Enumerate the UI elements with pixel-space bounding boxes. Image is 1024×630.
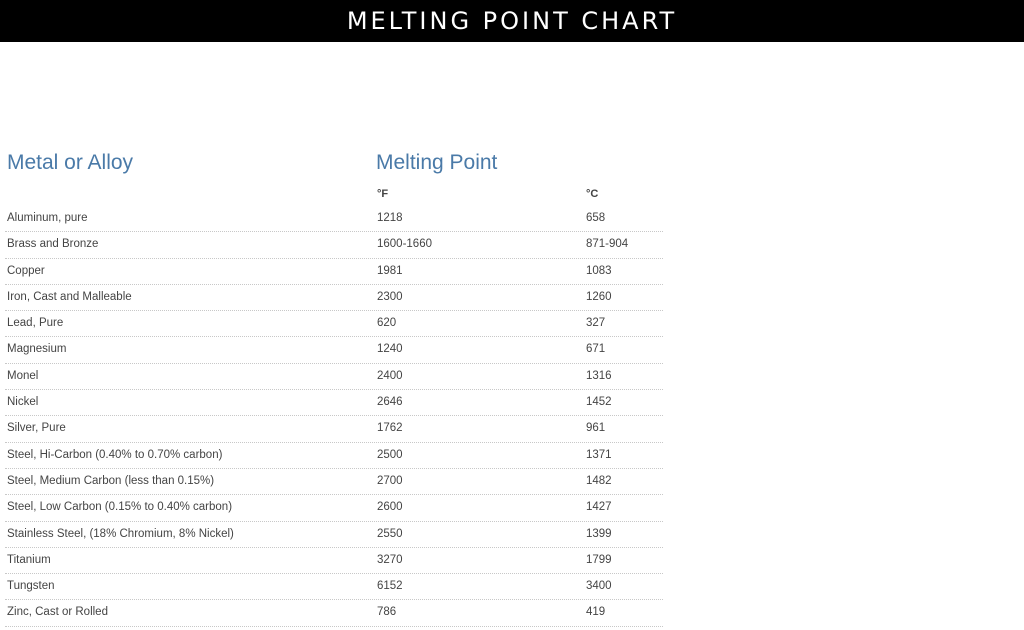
celsius-cell: 3400 (586, 580, 612, 593)
table-row (5, 364, 663, 390)
metal-name-cell: Stainless Steel, (18% Chromium, 8% Nickel) (7, 527, 234, 540)
celsius-cell: 671 (586, 343, 606, 356)
celsius-cell: 1083 (586, 264, 612, 277)
table-row (5, 206, 663, 232)
fahrenheit-cell: 1600-1660 (377, 238, 432, 251)
metal-name-cell: Tungsten (7, 580, 55, 593)
celsius-cell: 327 (586, 317, 606, 330)
metal-name-cell: Nickel (7, 396, 39, 409)
table-row (5, 259, 663, 285)
celsius-cell: 1371 (586, 448, 612, 461)
metal-name-cell: Aluminum, pure (7, 212, 88, 224)
celsius-cell: 1799 (586, 553, 612, 566)
fahrenheit-cell: 2500 (377, 448, 403, 461)
metal-name-cell: Iron, Cast and Malleable (7, 290, 132, 303)
table-header-row (5, 148, 663, 182)
celsius-cell: 419 (586, 606, 606, 619)
column-header-melting-point: Melting Point (376, 151, 498, 174)
unit-celsius: °C (586, 188, 599, 200)
fahrenheit-cell: 3270 (377, 553, 403, 566)
table-row (5, 548, 663, 574)
table-row (5, 600, 663, 626)
table-row (5, 416, 663, 442)
fahrenheit-cell: 2400 (377, 369, 403, 382)
table-row (5, 232, 663, 258)
celsius-cell: 1260 (586, 290, 612, 303)
fahrenheit-cell: 2550 (377, 527, 403, 540)
metal-name-cell: Copper (7, 264, 45, 277)
metal-name-cell: Silver, Pure (7, 422, 66, 435)
table-row (5, 337, 663, 363)
metal-name-cell: Zinc, Cast or Rolled (7, 606, 108, 619)
metal-name-cell: Titanium (7, 553, 51, 566)
table-row (5, 495, 663, 521)
celsius-cell: 1482 (586, 474, 612, 487)
column-header-metal: Metal or Alloy (7, 151, 134, 174)
fahrenheit-cell: 2300 (377, 290, 403, 303)
fahrenheit-cell: 1981 (377, 264, 403, 277)
fahrenheit-cell: 620 (377, 317, 397, 330)
fahrenheit-cell: 2646 (377, 396, 403, 409)
metal-name-cell: Steel, Medium Carbon (less than 0.15%) (7, 474, 215, 487)
fahrenheit-cell: 2700 (377, 474, 403, 487)
metal-name-cell: Lead, Pure (7, 317, 64, 330)
fahrenheit-cell: 6152 (377, 580, 403, 593)
metal-name-cell: Brass and Bronze (7, 238, 99, 251)
unit-header-row (5, 182, 663, 206)
celsius-cell: 961 (586, 422, 606, 435)
table-row (5, 311, 663, 337)
fahrenheit-cell: 1240 (377, 343, 403, 356)
celsius-cell: 1316 (586, 369, 612, 382)
fahrenheit-cell: 1218 (377, 212, 403, 224)
table-row (5, 390, 663, 416)
celsius-cell: 1452 (586, 396, 612, 409)
celsius-cell: 871-904 (586, 238, 629, 251)
page-title: MELTING POINT CHART (346, 7, 678, 35)
fahrenheit-cell: 786 (377, 606, 397, 619)
metal-name-cell: Steel, Hi-Carbon (0.40% to 0.70% carbon) (7, 448, 223, 461)
metal-name-cell: Monel (7, 369, 39, 382)
metal-name-cell: Steel, Low Carbon (0.15% to 0.40% carbon) (7, 501, 233, 514)
table-row (5, 469, 663, 495)
fahrenheit-cell: 1762 (377, 422, 403, 435)
celsius-cell: 658 (586, 212, 606, 224)
table-row (5, 574, 663, 600)
celsius-cell: 1399 (586, 527, 612, 540)
title-bar (0, 0, 1024, 42)
table-row (5, 443, 663, 469)
celsius-cell: 1427 (586, 501, 612, 514)
table-row (5, 285, 663, 311)
table-row (5, 522, 663, 548)
unit-fahrenheit: °F (377, 188, 389, 200)
table-body (5, 206, 663, 627)
metal-name-cell: Magnesium (7, 343, 67, 356)
melting-point-table (5, 148, 663, 627)
fahrenheit-cell: 2600 (377, 501, 403, 514)
